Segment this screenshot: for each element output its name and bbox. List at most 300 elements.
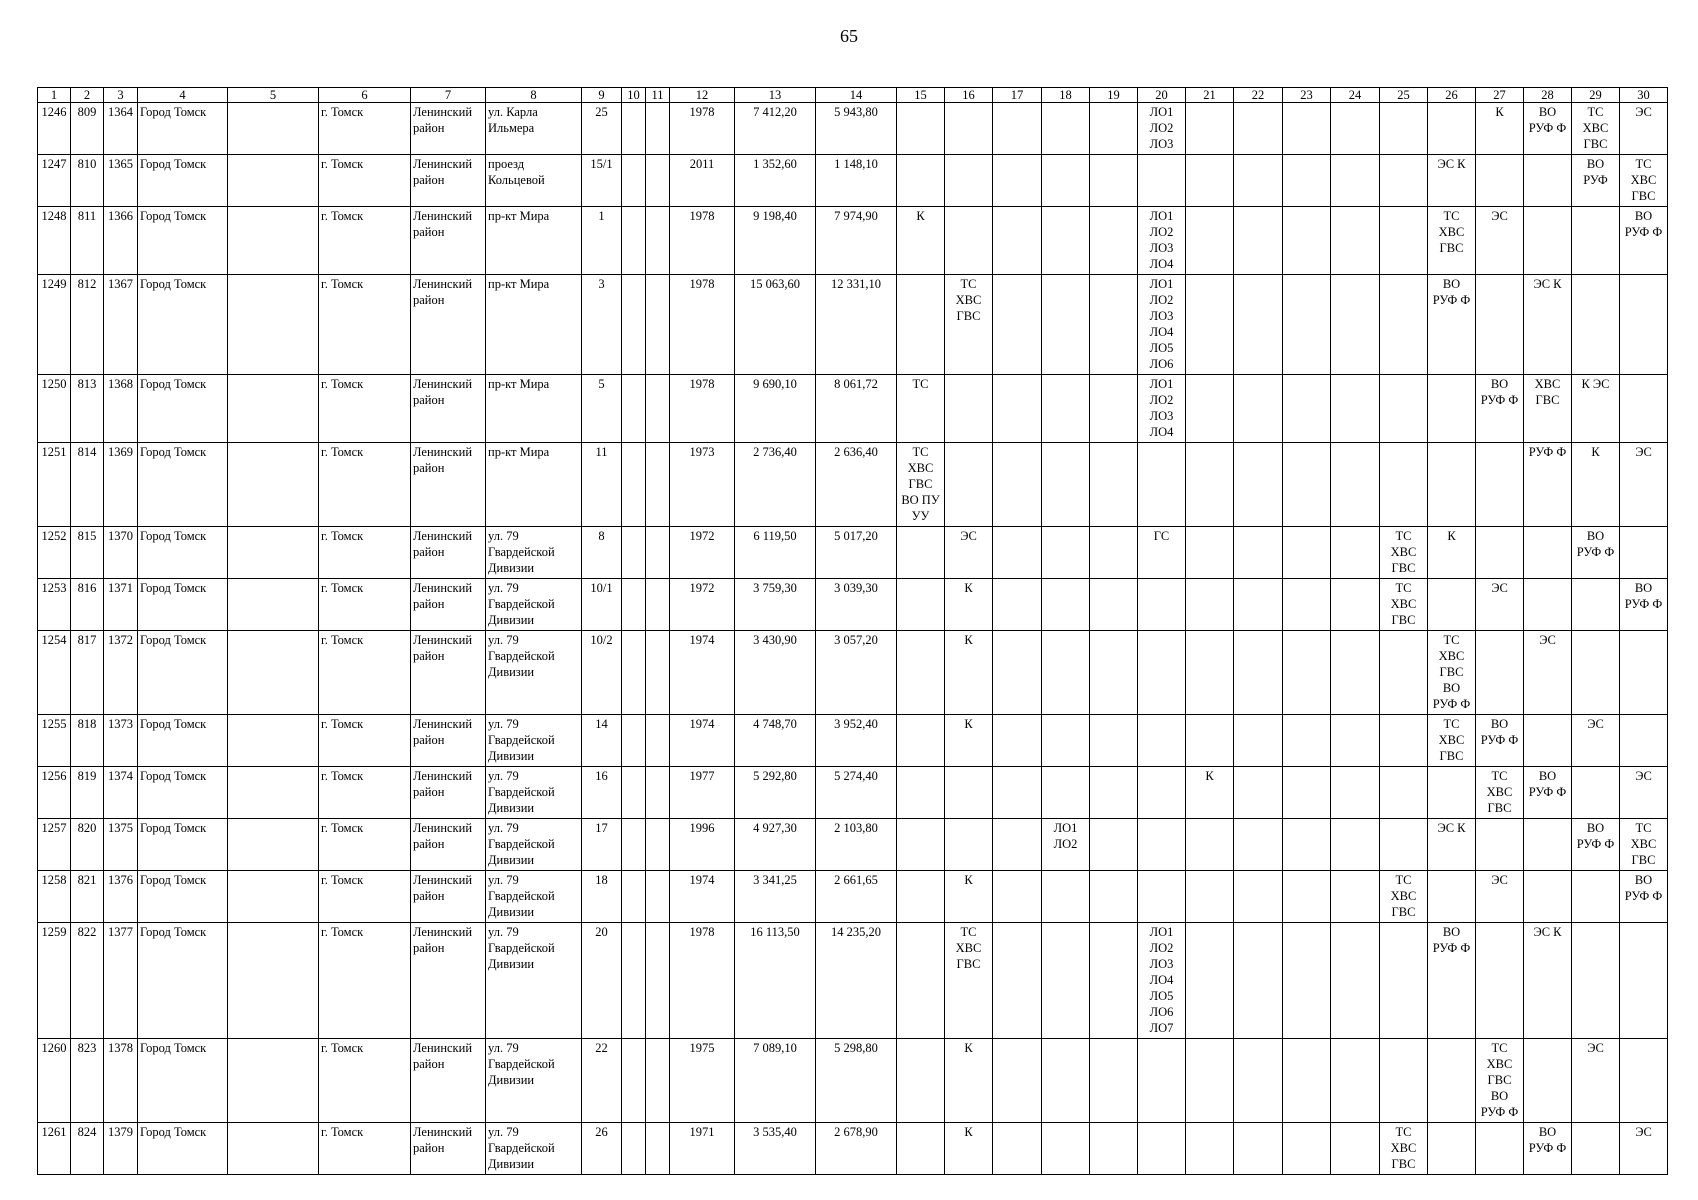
- col-10-cell: [622, 819, 646, 871]
- work-period-cell-26: К: [1428, 527, 1476, 579]
- work-period-cell-26: ТС ХВС ГВС: [1428, 207, 1476, 275]
- work-period-cell-28: [1524, 819, 1572, 871]
- work-period-cell-19: [1090, 443, 1138, 527]
- work-period-cell-15: [897, 767, 945, 819]
- total-area-cell: 3 759,30: [735, 579, 816, 631]
- street-cell: ул. 79 Гвардейской Дивизии: [486, 715, 582, 767]
- work-period-cell-25: [1380, 443, 1428, 527]
- work-period-cell-28: ХВС ГВС: [1524, 375, 1572, 443]
- municipality-cell: Город Томск: [138, 1039, 228, 1123]
- work-period-cell-15: [897, 631, 945, 715]
- work-period-cell-21: [1186, 1123, 1234, 1175]
- house-number-cell: 14: [582, 715, 622, 767]
- work-period-cell-20: [1138, 155, 1186, 207]
- work-period-cell-24: [1331, 579, 1380, 631]
- row-number-cell: 1246: [38, 103, 71, 155]
- col-10-cell: [622, 375, 646, 443]
- work-period-cell-23: [1283, 375, 1331, 443]
- house-id-cell: 1371: [104, 579, 138, 631]
- work-period-cell-21: [1186, 443, 1234, 527]
- year-built-cell: 2011: [670, 155, 735, 207]
- work-period-cell-29: К: [1572, 443, 1620, 527]
- work-period-cell-19: [1090, 527, 1138, 579]
- district-cell: Ленинский район: [411, 579, 486, 631]
- col-10-cell: [622, 443, 646, 527]
- work-period-cell-18: [1042, 923, 1090, 1039]
- district-cell: Ленинский район: [411, 207, 486, 275]
- work-period-cell-16: [945, 375, 993, 443]
- locality-cell: г. Томск: [319, 527, 411, 579]
- year-built-cell: 1973: [670, 443, 735, 527]
- table-row: [38, 923, 1668, 1039]
- work-period-cell-26: ВО РУФ Ф: [1428, 275, 1476, 375]
- street-cell: ул. 79 Гвардейской Дивизии: [486, 1039, 582, 1123]
- work-period-cell-21: [1186, 579, 1234, 631]
- column-header-17: 17: [993, 88, 1042, 103]
- work-period-cell-21: [1186, 631, 1234, 715]
- work-period-cell-20: [1138, 1039, 1186, 1123]
- work-period-cell-28: [1524, 871, 1572, 923]
- col-11-cell: [646, 527, 670, 579]
- work-period-cell-25: [1380, 155, 1428, 207]
- work-period-cell-18: [1042, 579, 1090, 631]
- work-period-cell-26: ТС ХВС ГВС: [1428, 715, 1476, 767]
- work-period-cell-29: ВО РУФ: [1572, 155, 1620, 207]
- column-header-29: 29: [1572, 88, 1620, 103]
- district-cell: Ленинский район: [411, 923, 486, 1039]
- col-11-cell: [646, 443, 670, 527]
- work-period-cell-25: [1380, 207, 1428, 275]
- total-area-cell: 6 119,50: [735, 527, 816, 579]
- work-period-cell-22: [1234, 871, 1283, 923]
- work-period-cell-15: [897, 155, 945, 207]
- work-period-cell-29: ТС ХВС ГВС: [1572, 103, 1620, 155]
- work-period-cell-21: [1186, 923, 1234, 1039]
- work-period-cell-24: [1331, 871, 1380, 923]
- settlement-cell: [228, 1123, 319, 1175]
- col-10-cell: [622, 207, 646, 275]
- settlement-cell: [228, 443, 319, 527]
- district-cell: Ленинский район: [411, 1123, 486, 1175]
- work-period-cell-20: ЛО1 ЛО2 ЛО3 ЛО4: [1138, 207, 1186, 275]
- street-cell: ул. Карла Ильмера: [486, 103, 582, 155]
- table-row: [38, 715, 1668, 767]
- work-period-cell-16: ТС ХВС ГВС: [945, 923, 993, 1039]
- house-number-cell: 22: [582, 1039, 622, 1123]
- table-row: [38, 1123, 1668, 1175]
- work-period-cell-19: [1090, 715, 1138, 767]
- table-row: [38, 871, 1668, 923]
- work-period-cell-22: [1234, 819, 1283, 871]
- work-period-cell-25: [1380, 103, 1428, 155]
- house-id-cell: 1375: [104, 819, 138, 871]
- living-area-cell: 5 274,40: [816, 767, 897, 819]
- work-period-cell-22: [1234, 631, 1283, 715]
- work-period-cell-28: РУФ Ф: [1524, 443, 1572, 527]
- column-header-6: 6: [319, 88, 411, 103]
- locality-cell: г. Томск: [319, 767, 411, 819]
- column-header-4: 4: [138, 88, 228, 103]
- work-period-cell-23: [1283, 275, 1331, 375]
- work-period-cell-30: ЭС: [1620, 443, 1668, 527]
- work-period-cell-22: [1234, 155, 1283, 207]
- work-period-cell-18: [1042, 207, 1090, 275]
- column-header-23: 23: [1283, 88, 1331, 103]
- work-period-cell-24: [1331, 207, 1380, 275]
- work-period-cell-16: К: [945, 631, 993, 715]
- work-period-cell-29: [1572, 207, 1620, 275]
- work-period-cell-23: [1283, 1123, 1331, 1175]
- living-area-cell: 8 061,72: [816, 375, 897, 443]
- work-period-cell-25: [1380, 631, 1428, 715]
- work-period-cell-17: [993, 871, 1042, 923]
- work-period-cell-17: [993, 155, 1042, 207]
- list-number-cell: 812: [71, 275, 104, 375]
- work-period-cell-17: [993, 103, 1042, 155]
- work-period-cell-23: [1283, 579, 1331, 631]
- work-period-cell-20: [1138, 819, 1186, 871]
- total-area-cell: 4 748,70: [735, 715, 816, 767]
- work-period-cell-23: [1283, 443, 1331, 527]
- total-area-cell: 3 430,90: [735, 631, 816, 715]
- work-period-cell-26: ЭС К: [1428, 155, 1476, 207]
- col-10-cell: [622, 871, 646, 923]
- total-area-cell: 3 535,40: [735, 1123, 816, 1175]
- column-header-25: 25: [1380, 88, 1428, 103]
- work-period-cell-26: [1428, 579, 1476, 631]
- work-period-cell-27: [1476, 631, 1524, 715]
- row-number-cell: 1249: [38, 275, 71, 375]
- work-period-cell-28: [1524, 579, 1572, 631]
- locality-cell: г. Томск: [319, 715, 411, 767]
- table-row: [38, 155, 1668, 207]
- work-period-cell-28: [1524, 527, 1572, 579]
- work-period-cell-23: [1283, 155, 1331, 207]
- settlement-cell: [228, 527, 319, 579]
- locality-cell: г. Томск: [319, 631, 411, 715]
- col-11-cell: [646, 207, 670, 275]
- col-11-cell: [646, 871, 670, 923]
- work-period-cell-24: [1331, 443, 1380, 527]
- column-header-22: 22: [1234, 88, 1283, 103]
- work-period-cell-15: [897, 527, 945, 579]
- work-period-cell-17: [993, 923, 1042, 1039]
- locality-cell: г. Томск: [319, 579, 411, 631]
- column-header-18: 18: [1042, 88, 1090, 103]
- work-period-cell-18: [1042, 103, 1090, 155]
- work-period-cell-18: [1042, 715, 1090, 767]
- work-period-cell-20: [1138, 767, 1186, 819]
- work-period-cell-22: [1234, 923, 1283, 1039]
- living-area-cell: 2 661,65: [816, 871, 897, 923]
- work-period-cell-17: [993, 819, 1042, 871]
- work-period-cell-24: [1331, 1039, 1380, 1123]
- total-area-cell: 5 292,80: [735, 767, 816, 819]
- work-period-cell-26: [1428, 871, 1476, 923]
- work-period-cell-19: [1090, 871, 1138, 923]
- work-period-cell-21: [1186, 819, 1234, 871]
- municipality-cell: Город Томск: [138, 579, 228, 631]
- row-number-cell: 1261: [38, 1123, 71, 1175]
- work-period-cell-29: [1572, 631, 1620, 715]
- street-cell: ул. 79 Гвардейской Дивизии: [486, 527, 582, 579]
- work-period-cell-15: К: [897, 207, 945, 275]
- work-period-cell-21: [1186, 375, 1234, 443]
- work-period-cell-22: [1234, 375, 1283, 443]
- work-period-cell-19: [1090, 767, 1138, 819]
- house-id-cell: 1379: [104, 1123, 138, 1175]
- work-period-cell-30: ТС ХВС ГВС: [1620, 155, 1668, 207]
- work-period-cell-19: [1090, 819, 1138, 871]
- work-period-cell-17: [993, 207, 1042, 275]
- work-period-cell-22: [1234, 767, 1283, 819]
- col-10-cell: [622, 275, 646, 375]
- column-header-20: 20: [1138, 88, 1186, 103]
- house-id-cell: 1373: [104, 715, 138, 767]
- work-period-cell-29: [1572, 579, 1620, 631]
- work-period-cell-24: [1331, 631, 1380, 715]
- work-period-cell-20: [1138, 715, 1186, 767]
- work-period-cell-18: [1042, 155, 1090, 207]
- work-period-cell-19: [1090, 1039, 1138, 1123]
- work-period-cell-15: [897, 103, 945, 155]
- year-built-cell: 1978: [670, 375, 735, 443]
- table-row: [38, 767, 1668, 819]
- row-number-cell: 1247: [38, 155, 71, 207]
- col-11-cell: [646, 631, 670, 715]
- total-area-cell: 1 352,60: [735, 155, 816, 207]
- settlement-cell: [228, 923, 319, 1039]
- work-period-cell-23: [1283, 923, 1331, 1039]
- work-period-cell-25: [1380, 275, 1428, 375]
- work-period-cell-29: ВО РУФ Ф: [1572, 527, 1620, 579]
- work-period-cell-29: [1572, 871, 1620, 923]
- house-number-cell: 20: [582, 923, 622, 1039]
- work-period-cell-23: [1283, 207, 1331, 275]
- work-period-cell-30: ЭС: [1620, 767, 1668, 819]
- column-header-7: 7: [411, 88, 486, 103]
- living-area-cell: 2 103,80: [816, 819, 897, 871]
- col-11-cell: [646, 923, 670, 1039]
- row-number-cell: 1255: [38, 715, 71, 767]
- work-period-cell-23: [1283, 103, 1331, 155]
- house-id-cell: 1374: [104, 767, 138, 819]
- col-11-cell: [646, 819, 670, 871]
- work-period-cell-29: [1572, 923, 1620, 1039]
- table-body: [38, 103, 1668, 1175]
- col-10-cell: [622, 155, 646, 207]
- work-period-cell-28: [1524, 1039, 1572, 1123]
- year-built-cell: 1977: [670, 767, 735, 819]
- column-header-21: 21: [1186, 88, 1234, 103]
- municipality-cell: Город Томск: [138, 155, 228, 207]
- street-cell: пр-кт Мира: [486, 207, 582, 275]
- work-period-cell-15: [897, 871, 945, 923]
- work-period-cell-16: К: [945, 1123, 993, 1175]
- work-period-cell-27: ЭС: [1476, 871, 1524, 923]
- list-number-cell: 811: [71, 207, 104, 275]
- column-header-2: 2: [71, 88, 104, 103]
- work-period-cell-30: ВО РУФ Ф: [1620, 871, 1668, 923]
- work-period-cell-25: [1380, 767, 1428, 819]
- work-period-cell-27: ТС ХВС ГВС: [1476, 767, 1524, 819]
- work-period-cell-20: ЛО1 ЛО2 ЛО3 ЛО4: [1138, 375, 1186, 443]
- column-header-15: 15: [897, 88, 945, 103]
- column-header-9: 9: [582, 88, 622, 103]
- house-id-cell: 1369: [104, 443, 138, 527]
- table-row: [38, 375, 1668, 443]
- work-period-cell-20: ГС: [1138, 527, 1186, 579]
- settlement-cell: [228, 767, 319, 819]
- work-period-cell-18: [1042, 871, 1090, 923]
- work-period-cell-23: [1283, 1039, 1331, 1123]
- locality-cell: г. Томск: [319, 103, 411, 155]
- street-cell: проезд Кольцевой: [486, 155, 582, 207]
- work-period-cell-16: [945, 767, 993, 819]
- column-header-5: 5: [228, 88, 319, 103]
- work-period-cell-23: [1283, 715, 1331, 767]
- col-10-cell: [622, 1123, 646, 1175]
- table-row: [38, 207, 1668, 275]
- work-period-cell-25: [1380, 1039, 1428, 1123]
- work-period-cell-17: [993, 631, 1042, 715]
- work-period-cell-28: ЭС: [1524, 631, 1572, 715]
- work-period-cell-17: [993, 1039, 1042, 1123]
- row-number-cell: 1250: [38, 375, 71, 443]
- work-period-cell-17: [993, 443, 1042, 527]
- work-period-cell-29: К ЭС: [1572, 375, 1620, 443]
- work-period-cell-26: [1428, 443, 1476, 527]
- work-period-cell-21: К: [1186, 767, 1234, 819]
- district-cell: Ленинский район: [411, 103, 486, 155]
- district-cell: Ленинский район: [411, 631, 486, 715]
- municipality-cell: Город Томск: [138, 207, 228, 275]
- work-period-cell-18: [1042, 1039, 1090, 1123]
- work-period-cell-27: К: [1476, 103, 1524, 155]
- work-period-cell-25: ТС ХВС ГВС: [1380, 1123, 1428, 1175]
- column-header-24: 24: [1331, 88, 1380, 103]
- work-period-cell-27: [1476, 155, 1524, 207]
- work-period-cell-16: ТС ХВС ГВС: [945, 275, 993, 375]
- work-period-cell-17: [993, 579, 1042, 631]
- row-number-cell: 1252: [38, 527, 71, 579]
- column-header-30: 30: [1620, 88, 1668, 103]
- work-period-cell-16: [945, 819, 993, 871]
- column-header-19: 19: [1090, 88, 1138, 103]
- work-period-cell-28: [1524, 715, 1572, 767]
- year-built-cell: 1978: [670, 103, 735, 155]
- municipality-cell: Город Томск: [138, 275, 228, 375]
- year-built-cell: 1972: [670, 527, 735, 579]
- living-area-cell: 3 039,30: [816, 579, 897, 631]
- district-cell: Ленинский район: [411, 443, 486, 527]
- column-header-8: 8: [486, 88, 582, 103]
- work-period-cell-19: [1090, 1123, 1138, 1175]
- work-period-cell-17: [993, 1123, 1042, 1175]
- work-period-cell-16: К: [945, 871, 993, 923]
- list-number-cell: 824: [71, 1123, 104, 1175]
- work-period-cell-28: ЭС К: [1524, 275, 1572, 375]
- living-area-cell: 3 952,40: [816, 715, 897, 767]
- col-10-cell: [622, 715, 646, 767]
- work-period-cell-19: [1090, 923, 1138, 1039]
- house-id-cell: 1367: [104, 275, 138, 375]
- work-period-cell-17: [993, 275, 1042, 375]
- work-period-cell-27: [1476, 527, 1524, 579]
- work-period-cell-30: [1620, 715, 1668, 767]
- work-period-cell-18: [1042, 631, 1090, 715]
- district-cell: Ленинский район: [411, 715, 486, 767]
- work-period-cell-16: ЭС: [945, 527, 993, 579]
- work-period-cell-16: [945, 207, 993, 275]
- work-period-cell-26: [1428, 1123, 1476, 1175]
- settlement-cell: [228, 631, 319, 715]
- table-row: [38, 579, 1668, 631]
- table-row: [38, 1039, 1668, 1123]
- work-period-cell-28: ВО РУФ Ф: [1524, 1123, 1572, 1175]
- year-built-cell: 1996: [670, 819, 735, 871]
- year-built-cell: 1978: [670, 207, 735, 275]
- row-number-cell: 1259: [38, 923, 71, 1039]
- house-number-cell: 1: [582, 207, 622, 275]
- district-cell: Ленинский район: [411, 527, 486, 579]
- year-built-cell: 1978: [670, 923, 735, 1039]
- work-period-cell-20: ЛО1 ЛО2 ЛО3: [1138, 103, 1186, 155]
- house-id-cell: 1368: [104, 375, 138, 443]
- settlement-cell: [228, 275, 319, 375]
- work-period-cell-26: ВО РУФ Ф: [1428, 923, 1476, 1039]
- work-period-cell-25: [1380, 375, 1428, 443]
- work-period-cell-22: [1234, 443, 1283, 527]
- row-number-cell: 1251: [38, 443, 71, 527]
- work-period-cell-17: [993, 527, 1042, 579]
- table-row: [38, 631, 1668, 715]
- work-period-cell-23: [1283, 527, 1331, 579]
- house-id-cell: 1370: [104, 527, 138, 579]
- table-row: [38, 819, 1668, 871]
- work-period-cell-19: [1090, 631, 1138, 715]
- work-period-cell-23: [1283, 631, 1331, 715]
- work-period-cell-24: [1331, 275, 1380, 375]
- municipality-cell: Город Томск: [138, 715, 228, 767]
- table-row: [38, 275, 1668, 375]
- house-number-cell: 5: [582, 375, 622, 443]
- work-period-cell-19: [1090, 375, 1138, 443]
- settlement-cell: [228, 103, 319, 155]
- house-number-cell: 8: [582, 527, 622, 579]
- work-period-cell-20: [1138, 443, 1186, 527]
- house-number-cell: 26: [582, 1123, 622, 1175]
- work-period-cell-24: [1331, 715, 1380, 767]
- row-number-cell: 1253: [38, 579, 71, 631]
- work-period-cell-15: ТС ХВС ГВС ВО ПУ УУ: [897, 443, 945, 527]
- work-period-cell-21: [1186, 275, 1234, 375]
- house-id-cell: 1365: [104, 155, 138, 207]
- work-period-cell-26: [1428, 103, 1476, 155]
- work-period-cell-22: [1234, 527, 1283, 579]
- street-cell: ул. 79 Гвардейской Дивизии: [486, 923, 582, 1039]
- district-cell: Ленинский район: [411, 819, 486, 871]
- page-number: 65: [840, 26, 858, 46]
- living-area-cell: 3 057,20: [816, 631, 897, 715]
- municipality-cell: Город Томск: [138, 103, 228, 155]
- house-number-cell: 16: [582, 767, 622, 819]
- year-built-cell: 1974: [670, 871, 735, 923]
- work-period-cell-24: [1331, 1123, 1380, 1175]
- house-id-cell: 1372: [104, 631, 138, 715]
- locality-cell: г. Томск: [319, 871, 411, 923]
- work-period-cell-24: [1331, 923, 1380, 1039]
